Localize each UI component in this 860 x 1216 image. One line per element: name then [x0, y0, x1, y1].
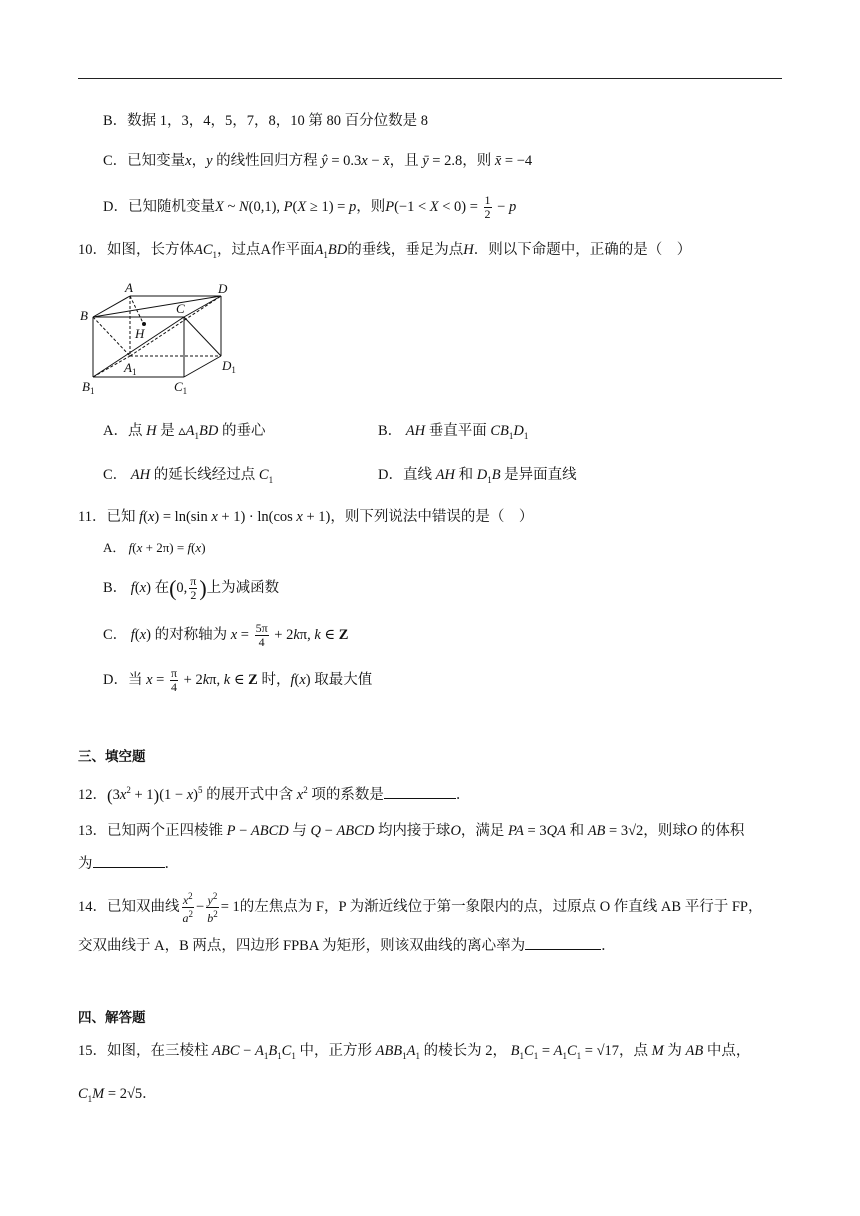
section-answer-title: 四、解答题: [78, 1010, 146, 1026]
header-rule: [78, 78, 782, 79]
q10-stem: 10．如图，长方体$AC_1$，过点A作平面$A_1BD$的垂线，垂足为点H．则以下命题中，正确的是（ ）: [78, 242, 692, 260]
q10-option-c: C． AH 的延长线经过点 $C_1$: [103, 467, 274, 485]
q9-option-b: B．数据 1，3，4，5，7，8，10 第 80 百分位数是 8: [103, 113, 429, 129]
q11-option-d: D．当 x = $\frac{\pi}{4}$ + 2kπ, k ∈ Z 时，f(x) 取最大值: [103, 666, 373, 694]
q9-option-d: D．已知随机变量X ~ N(0,1), P(X ≥ 1) = p，则P(−1 < X < 0) = $\frac{1}{2}$ − p: [103, 193, 517, 221]
label-h: H: [135, 326, 145, 341]
label-b: B: [80, 308, 88, 323]
label-d1: $D_1$: [222, 358, 236, 375]
q11-option-b: B． f(x) 在(0, $\frac{\pi}{2}$ )上为减函数: [103, 574, 280, 602]
q15-line2: $C_1M = 2√5$．: [78, 1086, 157, 1104]
label-a: A: [125, 280, 133, 295]
cuboid-figure: [76, 280, 246, 398]
q11-option-c: C． f(x) 的对称轴为 x = $\frac{5\pi}{4}$ + 2kπ, k ∈ Z: [103, 621, 349, 649]
q11-option-a: A． f(x + 2π) = f(x): [103, 540, 206, 555]
q15-line1: 15．如图，在三棱柱 ABC − $A_1B_1C_1$ 中，正方形 $ABB_1A_1$ 的棱长为 2， $B_1C_1 = A_1C_1 = √17$，点 M 为 AB 中点，: [78, 1043, 751, 1061]
q10-option-a: A．点 H 是 $▵A_1BD$ 的垂心: [103, 423, 266, 441]
label-b1: $B_1$: [82, 379, 95, 396]
q10-option-b: B． AH 垂直平面 $CB_1D_1$: [378, 423, 529, 441]
q14-line1: 14．已知双曲线 $\frac{x^2}{a^2}$ − $\frac{y^2}{b^2}$ = 1的左焦点为 F，P 为渐近线位于第一象限内的点，过原点 O 作直线 AB 平行于 FP，: [78, 891, 763, 925]
q12: 12．$(3x^2 + 1)(1 - x)^5$ 的展开式中含 $x^2$ 项的系数是 ．: [78, 785, 471, 805]
q13-line2: 为 ．: [78, 853, 179, 875]
q14-line2: 交双曲线于 A，B 两点，四边形 FPBA 为矩形，则该双曲线的离心率为 ．: [78, 935, 616, 957]
label-c: C: [176, 301, 185, 316]
section-fill-in-title: 三、填空题: [78, 749, 146, 765]
label-c1: $C_1$: [174, 379, 188, 396]
label-d: D: [218, 281, 228, 296]
q13-line1: 13．已知两个正四棱锥 P − ABCD 与 Q − ABCD 均内接于球O，满足 PA = 3QA 和 AB = 3√2，则球O 的体积: [78, 823, 745, 839]
label-a1: $A_1$: [124, 360, 137, 377]
q9-option-c: C．已知变量x，y 的线性回归方程 ŷ = 0.3x − x̄，且 ȳ = 2.8，则 x̄ = −4: [103, 153, 533, 169]
q11-stem: 11．已知 f(x) = ln(sin x + 1) · ln(cos x + 1)，则下列说法中错误的是（ ）: [78, 509, 534, 525]
q10-option-d: D．直线 AH 和 $D_1B$ 是异面直线: [378, 467, 577, 485]
